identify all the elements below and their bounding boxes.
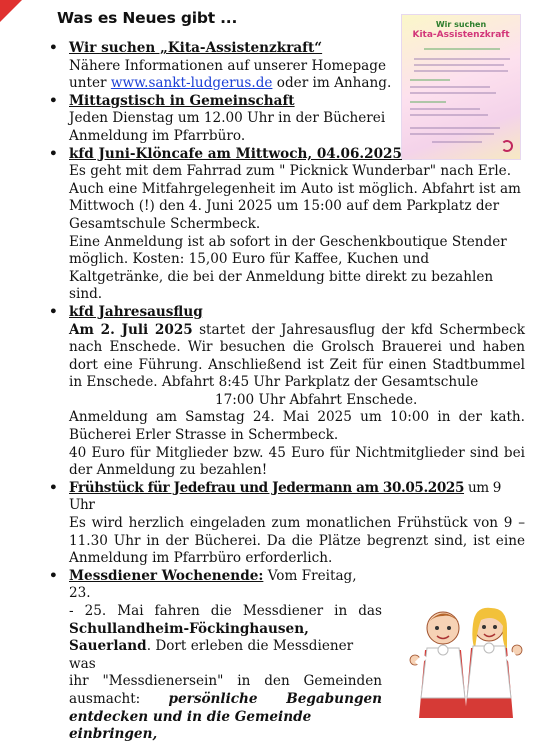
item-text: ihr "Messdienersein" in den Gemeinden: [69, 673, 382, 690]
place-region: Sauerland: [69, 638, 147, 655]
bullet-icon: •: [49, 479, 58, 496]
item-text: . Dort erleben die Messdiener was: [69, 638, 354, 672]
item-text: [69, 621, 382, 639]
homepage-link[interactable]: www.sankt-ludgerus.de: [110, 75, 273, 92]
bullet-icon: •: [49, 40, 58, 56]
item-text: 17:00 Uhr Abfahrt Enschede.: [215, 391, 418, 408]
item-title: Wir suchen „Kita-Assistenzkraft“: [69, 40, 323, 56]
item-text: Anmeldung am Samstag 24. Mai 2025 um 10:00 in der kath. Bücherei Erler Strasse in Schermbeck.: [69, 409, 525, 444]
item-text: [69, 322, 525, 392]
item-title: Mittagstisch in Gemeinschaft: [69, 92, 295, 109]
trip-date: Am 2. Juli 2025: [69, 321, 193, 338]
altar-servers-illustration: [403, 600, 528, 725]
emphasis-text: entdecken und in die Gemeinde einbringen,: [69, 708, 312, 743]
bullet-icon: •: [49, 92, 58, 109]
item-text: Jeden Dienstag um 12.00 Uhr in der Bücherei: [69, 110, 386, 127]
item-text: Vom Freitag, 23.: [69, 567, 357, 602]
item-text: Es wird herzlich eingeladen zum monatlichen Frühstück von 9 – 11.30 Uhr in der Bücherei. Da die Plätze begrenzt sind, ist eine Anmeldung im Pfarrbüro erforderlich.: [69, 515, 525, 567]
bullet-icon: •: [49, 567, 58, 584]
item-text: Anmeldung im Pfarrbüro.: [69, 127, 246, 144]
item-title: kfd Juni-Klöncafe am Mittwoch, 04.06.2025: [69, 145, 402, 162]
poster-title-line1: Wir suchen: [435, 20, 487, 29]
item-text: [69, 638, 382, 673]
emphasis-text: persönliche Begabungen: [168, 690, 382, 707]
item-text: Eine Anmeldung ist ab sofort in der Geschenkboutique Stender möglich. Kosten: 15,00 Euro für Kaffee, Kuchen und Kaltgetränke, die bei der Anmeldung bitte direkt zu bezahlen sind.: [69, 233, 507, 303]
item-text: 40 Euro für Mitglieder bzw. 45 Euro für Nichtmitglieder sind bei der Anmeldung zu bezahlen!: [69, 444, 525, 479]
item-text: um 9 Uhr: [69, 479, 501, 514]
item-title: Messdiener Wochenende:: [69, 567, 264, 584]
item-text: oder im Anhang.: [272, 75, 392, 92]
item-text: Nähere Informationen auf unserer Homepage: [69, 57, 386, 74]
news-item-kloencafe: [47, 146, 525, 304]
item-text: Es geht mit dem Fahrrad zum " Picknick Wunderbar" nach Erle. Auch eine Mitfahrgelegenheit im Auto ist möglich. Abfahrt ist am Mittwoch (!) den 4. Juni 2025 um 15:00 auf dem Parkplatz der Gesamtschule Schermbeck.: [69, 163, 521, 232]
item-text: unter: [69, 75, 111, 92]
news-item-jahresausflug: [47, 304, 525, 480]
item-text-link-line: [69, 75, 525, 93]
news-item-messdiener: [47, 568, 382, 744]
item-title: kfd Jahresausflug: [69, 303, 203, 320]
news-item-fruehstueck: [47, 480, 525, 568]
corner-accent: [0, 0, 22, 22]
item-title: Frühstück für Jedefrau und Jedermann am 30.05.2025: [69, 479, 465, 496]
bullet-icon: •: [49, 145, 58, 162]
item-text: [69, 709, 382, 744]
item-text: startet der Jahresausflug der kfd Schermbeck nach Enschede. Wir besuchen die Grolsch Brauerei und haben dort eine Führung. Anschließend ist Zeit für einen Stadtbummel in Enschede. Abfahrt 8:45 Uhr Parkplatz der Gesamtschule: [69, 321, 525, 391]
news-item-mittagstisch: [47, 93, 525, 146]
news-item-kita: [47, 40, 525, 93]
item-text: ausmacht:: [69, 690, 169, 707]
item-text: - 25. Mai fahren die Messdiener in das: [69, 603, 382, 619]
item-text: [69, 691, 382, 709]
place-name: Schullandheim-Föckinghausen,: [69, 620, 309, 637]
page-title: Was es Neues gibt ...: [57, 9, 238, 27]
bullet-icon: •: [49, 303, 58, 320]
poster-title-line2: Kita-Assistenzkraft: [412, 30, 510, 40]
